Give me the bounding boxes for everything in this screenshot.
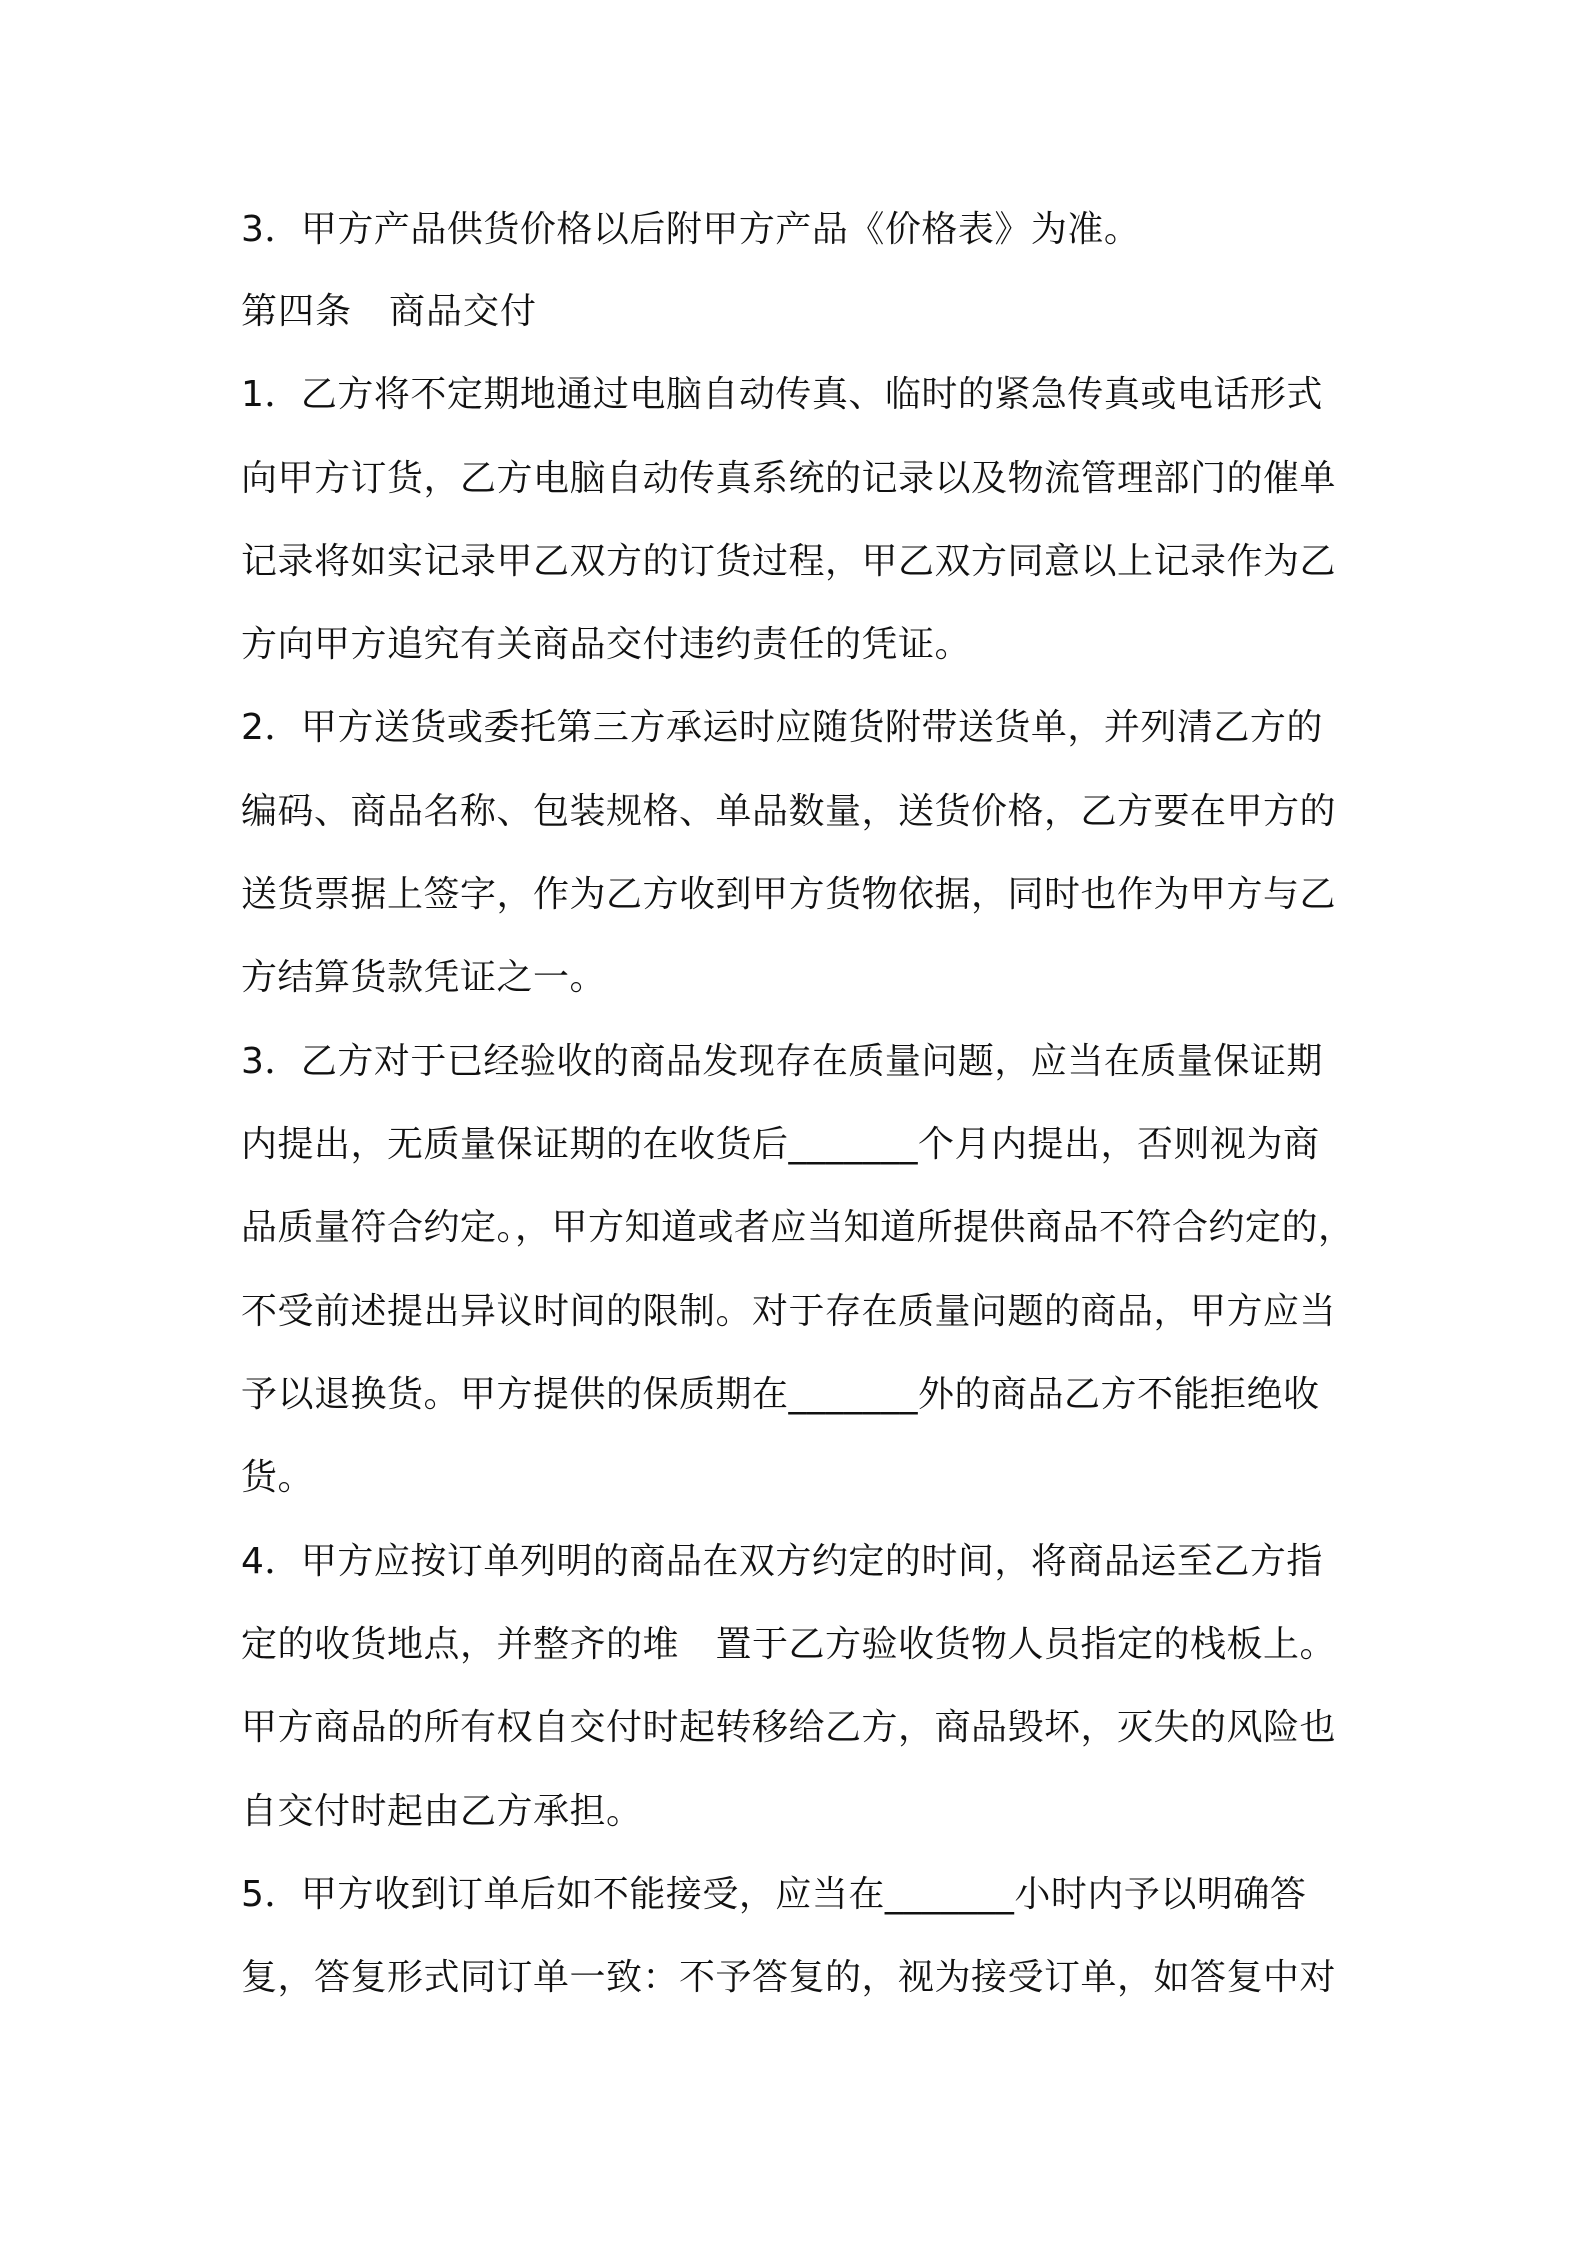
text-line-18: 定的收货地点，并整齐的堆 置于乙方验收货物人员指定的栈板上。: [241, 1624, 1337, 1665]
text-line-5: 记录将如实记录甲乙双方的订货过程，甲乙双方同意以上记录作为乙: [241, 541, 1337, 582]
text-line-17: 4．甲方应按订单列明的商品在双方约定的时间，将商品运至乙方指: [241, 1541, 1323, 1582]
text-line-9: 送货票据上签字，作为乙方收到甲方货物依据，同时也作为甲方与乙: [241, 874, 1337, 915]
text-line-15: 予以退换货。甲方提供的保质期在_______外的商品乙方不能拒绝收: [241, 1374, 1320, 1415]
text-line-22: 复，答复形式同订单一致：不予答复的，视为接受订单，如答复中对: [241, 1957, 1337, 1998]
text-line-14: 不受前述提出异议时间的限制。对于存在质量问题的商品，甲方应当: [241, 1291, 1337, 1332]
text-line-1: 3．甲方产品供货价格以后附甲方产品《价格表》为准。: [241, 209, 1141, 250]
text-line-10: 方结算货款凭证之一。: [241, 957, 607, 998]
text-line-7: 2．甲方送货或委托第三方承运时应随货附带送货单，并列清乙方的: [241, 707, 1323, 748]
text-line-12: 内提出，无质量保证期的在收货后_______个月内提出，否则视为商: [241, 1124, 1320, 1165]
text-line-13: 品质量符合约定。，甲方知道或者应当知道所提供商品不符合约定的，: [241, 1207, 1355, 1248]
text-line-19: 甲方商品的所有权自交付时起转移给乙方，商品毁坏，灭失的风险也: [241, 1707, 1337, 1748]
article-heading: 第四条 商品交付: [241, 291, 538, 332]
text-line-21: 5．甲方收到订单后如不能接受，应当在_______小时内予以明确答: [241, 1874, 1307, 1915]
text-line-20: 自交付时起由乙方承担。: [241, 1791, 643, 1832]
text-line-6: 方向甲方追究有关商品交付违约责任的凭证。: [241, 624, 972, 665]
text-line-11: 3．乙方对于已经验收的商品发现存在质量问题，应当在质量保证期: [241, 1041, 1323, 1082]
text-line-8: 编码、商品名称、包装规格、单品数量，送货价格，乙方要在甲方的: [241, 791, 1337, 832]
text-line-4: 向甲方订货，乙方电脑自动传真系统的记录以及物流管理部门的催单: [241, 458, 1337, 499]
text-line-16: 货。: [241, 1457, 315, 1498]
text-line-3: 1．乙方将不定期地通过电脑自动传真、临时的紧急传真或电话形式: [241, 374, 1323, 415]
